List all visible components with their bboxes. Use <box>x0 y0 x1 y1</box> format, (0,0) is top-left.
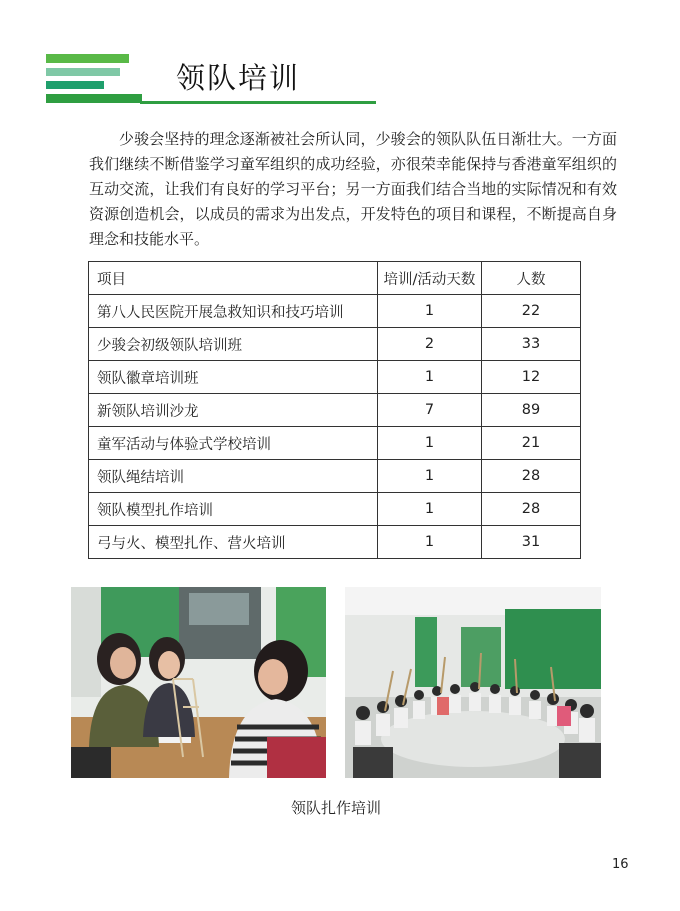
table-row <box>89 460 581 493</box>
table-row <box>89 295 581 328</box>
cell-days: 1 <box>378 295 482 328</box>
table-row <box>89 493 581 526</box>
cell-days: 1 <box>378 460 482 493</box>
cell-project: 少骏会初级领队培训班 <box>89 328 378 361</box>
cell-project: 领队模型扎作培训 <box>89 493 378 526</box>
title-underline <box>140 101 376 104</box>
decor-bar-2 <box>46 68 120 76</box>
cell-days: 1 <box>378 493 482 526</box>
cell-project: 领队徽章培训班 <box>89 361 378 394</box>
cell-days: 2 <box>378 328 482 361</box>
cell-project: 弓与火、模型扎作、营火培训 <box>89 526 378 559</box>
decor-bar-4 <box>46 94 142 103</box>
cell-people: 89 <box>482 394 581 427</box>
cell-people: 28 <box>482 493 581 526</box>
page-number: 16 <box>612 857 629 872</box>
cell-days: 1 <box>378 427 482 460</box>
photo-group-training <box>345 587 601 778</box>
cell-project: 领队绳结培训 <box>89 460 378 493</box>
decor-bar-3 <box>46 81 104 89</box>
photo-knot-training <box>71 587 326 778</box>
cell-days: 7 <box>378 394 482 427</box>
cell-people: 22 <box>482 295 581 328</box>
cell-days: 1 <box>378 361 482 394</box>
cell-days: 1 <box>378 526 482 559</box>
photo-caption: 领队扎作培训 <box>290 799 381 817</box>
table-header-row <box>89 262 581 295</box>
cell-people: 33 <box>482 328 581 361</box>
cell-people: 28 <box>482 460 581 493</box>
intro-paragraph: 少骏会坚持的理念逐渐被社会所认同，少骏会的领队队伍日渐壮大。一方面我们继续不断借鉴学习童军组织的成功经验，亦很荣幸能保持与香港童军组织的互动交流，让我们有良好的学习平台；另一方面我们结合当地的实际情况和有效资源创造机会，以成员的需求为出发点，开发特色的项目和课程，不断提高自身理念和技能水平。 <box>89 130 617 248</box>
table-row <box>89 394 581 427</box>
cell-project: 第八人民医院开展急救知识和技巧培训 <box>89 295 378 328</box>
training-table <box>88 261 581 559</box>
table-row <box>89 526 581 559</box>
header-people: 人数 <box>482 262 581 295</box>
table-row <box>89 361 581 394</box>
cell-project: 新领队培训沙龙 <box>89 394 378 427</box>
table-row <box>89 328 581 361</box>
cell-people: 12 <box>482 361 581 394</box>
cell-people: 31 <box>482 526 581 559</box>
decor-bar-1 <box>46 54 129 63</box>
table-row <box>89 427 581 460</box>
cell-people: 21 <box>482 427 581 460</box>
cell-project: 童军活动与体验式学校培训 <box>89 427 378 460</box>
page-title: 领队培训 <box>176 61 301 95</box>
header-days: 培训/活动天数 <box>378 262 482 295</box>
header-project: 项目 <box>89 262 378 295</box>
